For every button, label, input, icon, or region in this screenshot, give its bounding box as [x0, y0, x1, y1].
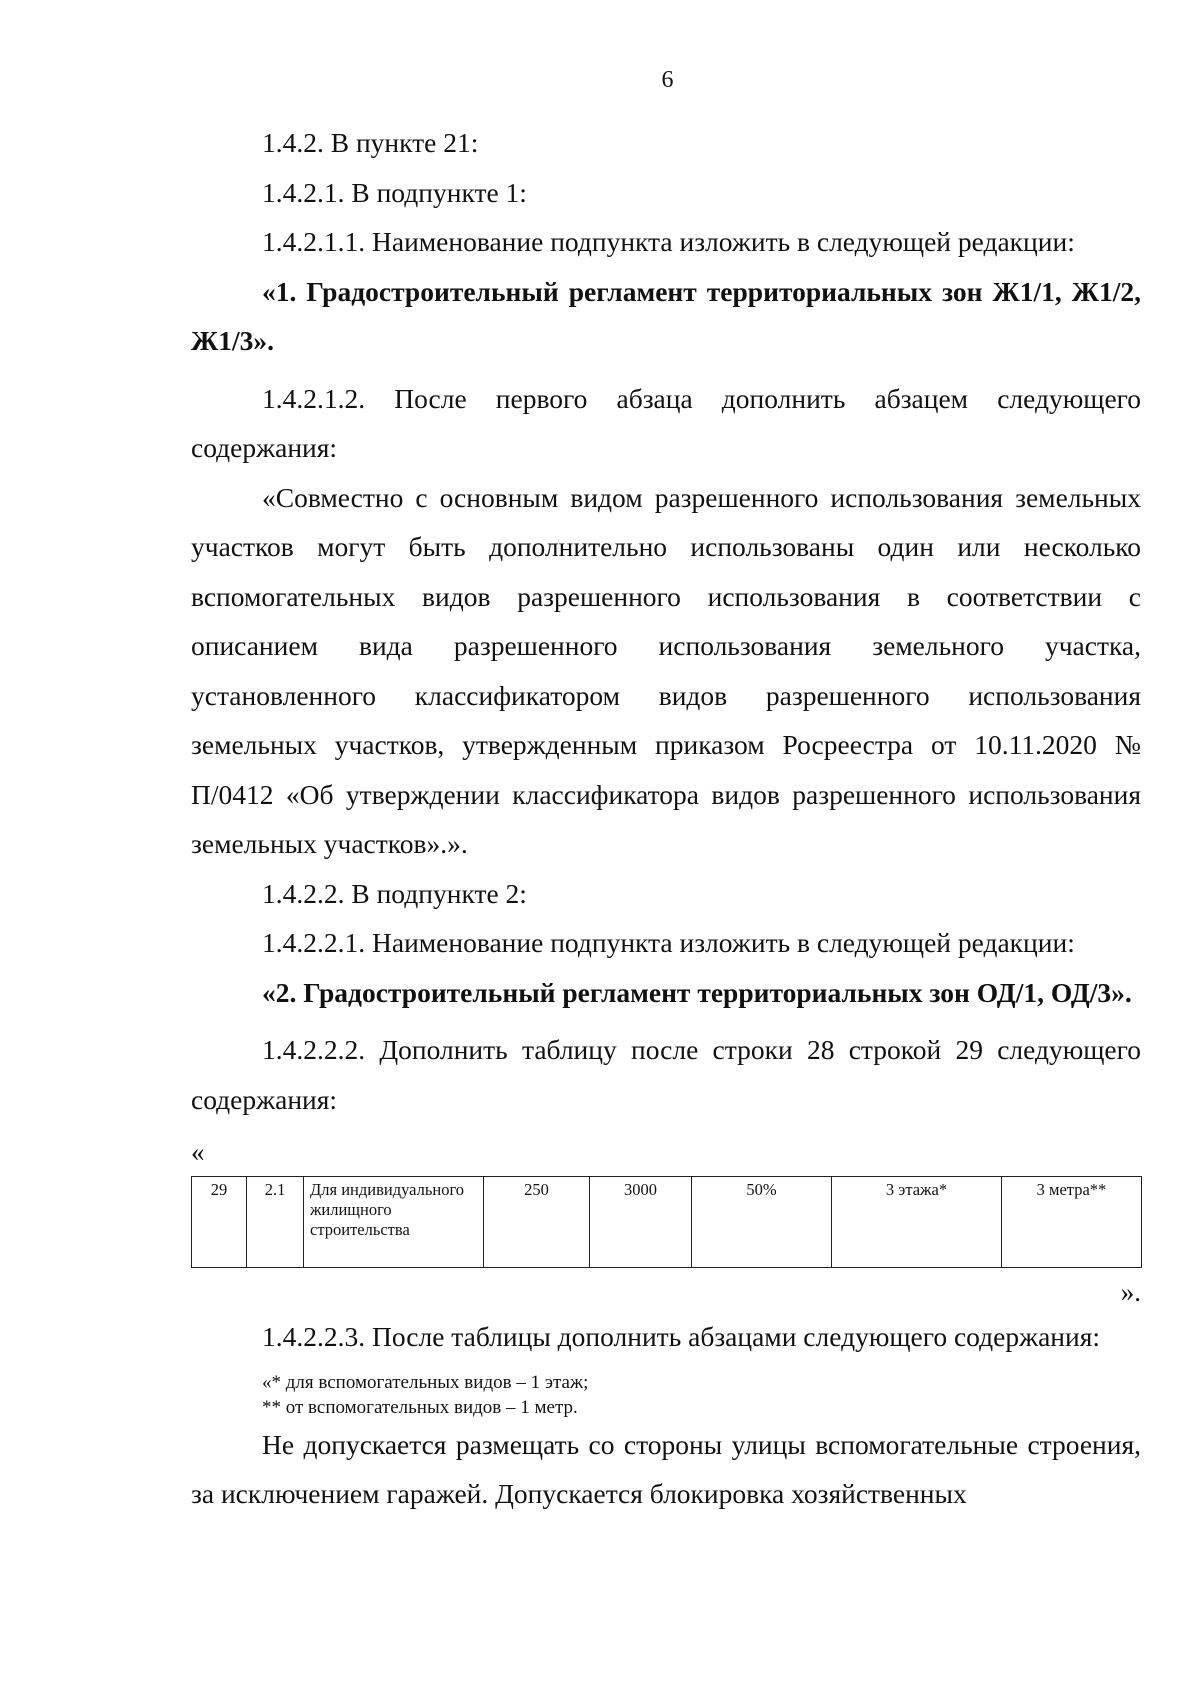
cell-setback [1002, 1177, 1142, 1268]
paragraph: 1.4.2.2.3. После таблицы дополнить абзацами следующего содержания: [262, 1321, 1100, 1352]
paragraph: 1.4.2.2.2. Дополнить таблицу после строки 28 строкой 29 следующего содержания: [191, 1034, 1141, 1115]
table-open-quote: « [191, 1137, 205, 1167]
inserted-table [191, 1176, 1142, 1268]
page-number: 6 [661, 67, 674, 93]
paragraph: 1.4.2.1.1. Наименование подпункта изложить в следующей редакции: [262, 226, 1075, 257]
paragraph: 1.4.2.2. В подпункте 2: [262, 877, 527, 909]
cell-use-type: Для индивидуального жилищного строительства [304, 1177, 484, 1268]
paragraph: 1.4.2. В пункте 21: [262, 127, 479, 158]
cell-setback-text: 3 метра** [1036, 1180, 1107, 1199]
paragraph: 1.4.2.1.2. После первого абзаца дополнить абзацем следующего содержания: [191, 382, 1141, 463]
paragraph: 1.4.2.1. В подпункте 1: [262, 176, 527, 208]
cell-min-area: 250 [484, 1177, 590, 1268]
paragraph: Не допускается размещать со стороны улицы вспомогательные строения, за исключением гаражей. Допускается блокировка хозяйственных [191, 1428, 1141, 1509]
heading-zone-zh1: «1. Градостроительный регламент территориальных зон Ж1/1, Ж1/2, Ж1/3». [191, 275, 1141, 356]
footnote-setback: ** от вспомогательных видов – 1 метр. [262, 1396, 578, 1418]
cell-row-number: 29 [192, 1177, 247, 1268]
cell-max-area: 3000 [590, 1177, 692, 1268]
cell-code: 2.1 [247, 1177, 304, 1268]
document-body [191, 118, 1141, 1519]
table-row [192, 1177, 1142, 1268]
paragraph: 1.4.2.2.1. Наименование подпункта изложить в следующей редакции: [262, 927, 1075, 958]
footnotes [262, 1370, 1141, 1420]
cell-floors: 3 этажа* [832, 1177, 1002, 1268]
table-close-quote: ». [1120, 1277, 1141, 1307]
cell-coverage: 50% [692, 1177, 832, 1268]
inserted-paragraph: «Совместно с основным видом разрешенного использования земельных участков могут быть дополнительно использованы один или несколько вспомогательных видов разрешенного использования в соответствии с описанием вида разрешенного использования земельного участка, установленного классификатором видов разрешенного использования земельных участков, утвержденным приказом Росреестра от 10.11.2020 № П/0412 «Об утверждении классификатора видов разрешенного использования земельных участков».». [191, 481, 1141, 859]
footnote-floors: «* для вспомогательных видов – 1 этаж; [262, 1371, 589, 1393]
heading-zone-od: «2. Градостроительный регламент территориальных зон ОД/1, ОД/3». [262, 976, 1132, 1008]
